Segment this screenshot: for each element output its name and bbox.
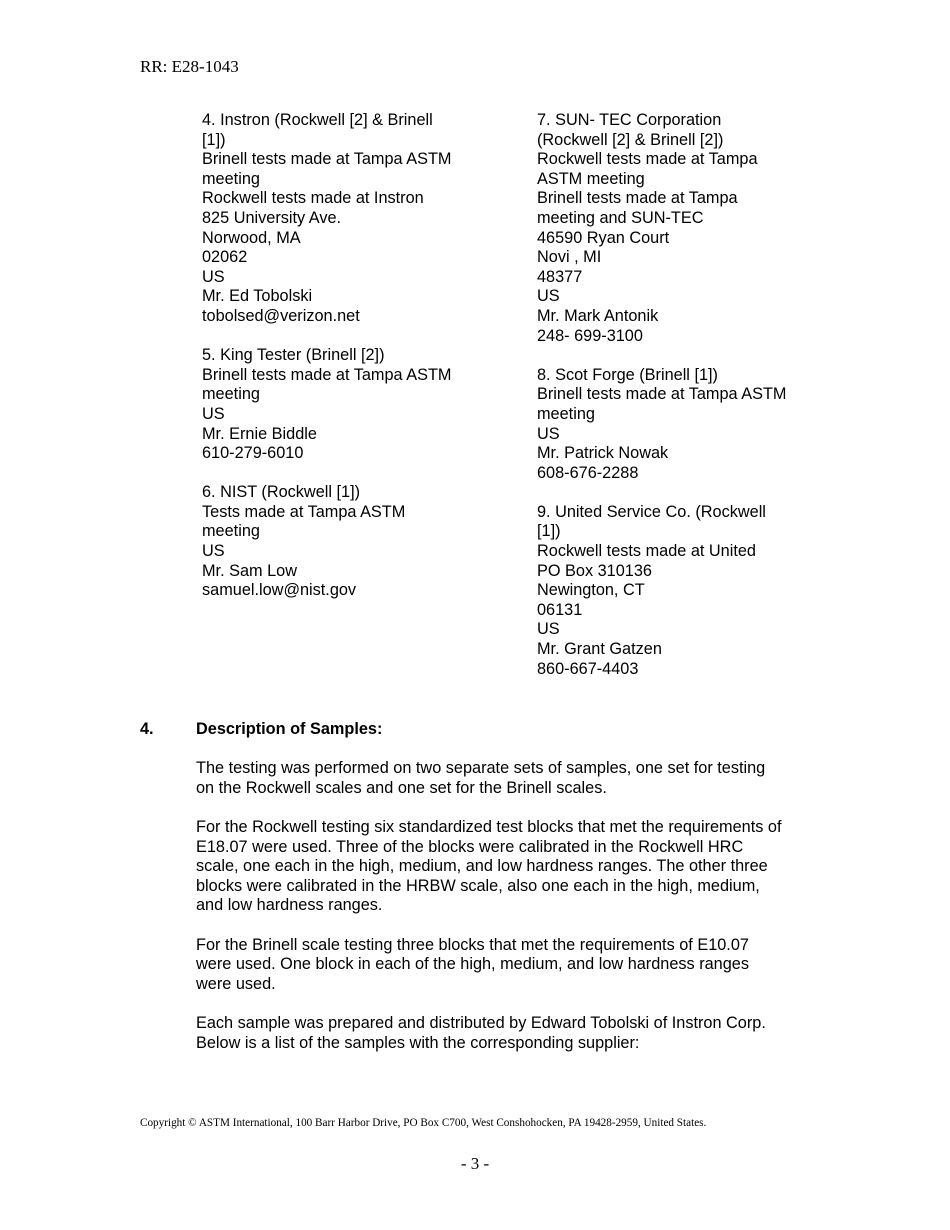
lab-entry-line: 4. Instron (Rockwell [2] & Brinell xyxy=(202,111,433,129)
lab-entry-line: Norwood, MA xyxy=(202,228,301,247)
lab-entry-email: samuel.low@nist.gov xyxy=(202,581,357,600)
lab-entry-line: Mr. Ed Tobolski xyxy=(202,287,313,306)
paragraph xyxy=(196,1014,820,1053)
lab-entry-line: [1]) xyxy=(202,130,226,149)
lab-entry-line: Mr. Mark Antonik xyxy=(537,306,659,325)
lab-entry-line: US xyxy=(537,620,560,639)
paragraph-line: were used. xyxy=(196,974,276,993)
lab-entry-line: meeting and SUN-TEC xyxy=(537,208,704,227)
lab-entry-line: PO Box 310136 xyxy=(537,561,652,580)
lab-entry-line: ASTM meeting xyxy=(537,169,645,188)
section-body xyxy=(196,759,820,1053)
lab-entry-line: Rockwell tests made at United xyxy=(537,542,756,561)
lab-entry-7 xyxy=(537,111,837,346)
lab-entry-line: Brinell tests made at Tampa ASTM xyxy=(537,385,787,404)
lab-entry-line: Rockwell tests made at Tampa xyxy=(537,150,758,169)
paragraph-line: on the Rockwell scales and one set for the Brinell scales. xyxy=(196,778,607,797)
lab-entry-line: 6. NIST (Rockwell [1]) xyxy=(202,483,361,502)
lab-list-right-column xyxy=(537,111,837,699)
paragraph xyxy=(196,936,820,995)
lab-entry-line: 46590 Ryan Court xyxy=(537,228,670,247)
lab-entry-line: US xyxy=(202,404,225,423)
paragraph-line: For the Rockwell testing six standardized test blocks that met the requirements of xyxy=(196,817,782,836)
section-number: 4. xyxy=(140,720,154,738)
lab-entry-line: 06131 xyxy=(537,600,583,619)
lab-entry-phone: 248- 699-3100 xyxy=(537,326,643,345)
paragraph-line: Each sample was prepared and distributed by Edward Tobolski of Instron Corp. xyxy=(196,1013,766,1032)
paragraph-line: For the Brinell scale testing three blocks that met the requirements of E10.07 xyxy=(196,935,749,954)
lab-entry-line: (Rockwell [2] & Brinell [2]) xyxy=(537,130,724,149)
lab-list-left-column xyxy=(202,111,502,620)
lab-entry-phone: 860-667-4403 xyxy=(537,659,639,678)
paragraph xyxy=(196,818,820,916)
lab-entry-line: 48377 xyxy=(537,267,583,286)
paragraph-line: blocks were calibrated in the HRBW scale, also one each in the high, medium, xyxy=(196,876,760,895)
lab-entry-5 xyxy=(202,346,502,464)
lab-entry-4 xyxy=(202,111,502,327)
section-heading xyxy=(140,720,820,740)
page-number: - 3 - xyxy=(460,1154,490,1173)
copyright-footer: Copyright © ASTM International, 100 Barr Harbor Drive, PO Box C700, West Conshohocken, PA 19428-2959, United States. xyxy=(140,1117,707,1129)
lab-entry-line: meeting xyxy=(202,522,260,541)
lab-entry-line: Novi , MI xyxy=(537,248,602,267)
lab-entry-8 xyxy=(537,366,837,484)
lab-entry-line: Mr. Ernie Biddle xyxy=(202,424,317,443)
lab-entry-line: meeting xyxy=(537,404,595,423)
lab-entry-line: Newington, CT xyxy=(537,581,645,600)
report-id-header: RR: E28-1043 xyxy=(140,57,239,76)
lab-entry-line: Mr. Grant Gatzen xyxy=(537,640,662,659)
lab-entry-line: US xyxy=(202,267,225,286)
lab-entry-line: Brinell tests made at Tampa xyxy=(537,189,738,208)
paragraph-line: and low hardness ranges. xyxy=(196,896,383,915)
lab-entry-line: Mr. Sam Low xyxy=(202,561,297,580)
lab-entry-line: Mr. Patrick Nowak xyxy=(537,444,669,463)
lab-entry-line: 8. Scot Forge (Brinell [1]) xyxy=(537,365,718,384)
lab-entry-line: Rockwell tests made at Instron xyxy=(202,189,424,208)
lab-entry-line: meeting xyxy=(202,385,260,404)
lab-entry-line: 5. King Tester (Brinell [2]) xyxy=(202,346,385,365)
paragraph-line: scale, one each in the high, medium, and low hardness ranges. The other three xyxy=(196,857,768,876)
samples-section xyxy=(140,720,820,1073)
lab-entry-line: meeting xyxy=(202,169,260,188)
lab-entry-email: tobolsed@verizon.net xyxy=(202,306,360,325)
paragraph-line: The testing was performed on two separate sets of samples, one set for testing xyxy=(196,759,766,778)
lab-entry-line: US xyxy=(537,287,560,306)
lab-entry-line: Brinell tests made at Tampa ASTM xyxy=(202,150,452,169)
paragraph-line: Below is a list of the samples with the corresponding supplier: xyxy=(196,1033,640,1052)
lab-entry-line: Brinell tests made at Tampa ASTM xyxy=(202,365,452,384)
lab-entry-9 xyxy=(537,503,837,679)
lab-entry-line: 825 University Ave. xyxy=(202,208,342,227)
lab-entry-line: 02062 xyxy=(202,248,248,267)
lab-entry-6 xyxy=(202,483,502,601)
lab-entry-line: Tests made at Tampa ASTM xyxy=(202,502,406,521)
paragraph xyxy=(196,759,820,798)
lab-entry-line: US xyxy=(537,424,560,443)
lab-entry-line: US xyxy=(202,542,225,561)
lab-entry-line: 9. United Service Co. (Rockwell xyxy=(537,502,766,521)
lab-entry-phone: 610-279-6010 xyxy=(202,444,304,463)
paragraph-line: E18.07 were used. Three of the blocks were calibrated in the Rockwell HRC xyxy=(196,837,744,856)
section-title: Description of Samples: xyxy=(196,720,383,738)
lab-entry-line: [1]) xyxy=(537,522,561,541)
paragraph-line: were used. One block in each of the high, medium, and low hardness ranges xyxy=(196,955,749,974)
lab-entry-line: 7. SUN- TEC Corporation xyxy=(537,111,722,129)
lab-entry-phone: 608-676-2288 xyxy=(537,463,639,482)
